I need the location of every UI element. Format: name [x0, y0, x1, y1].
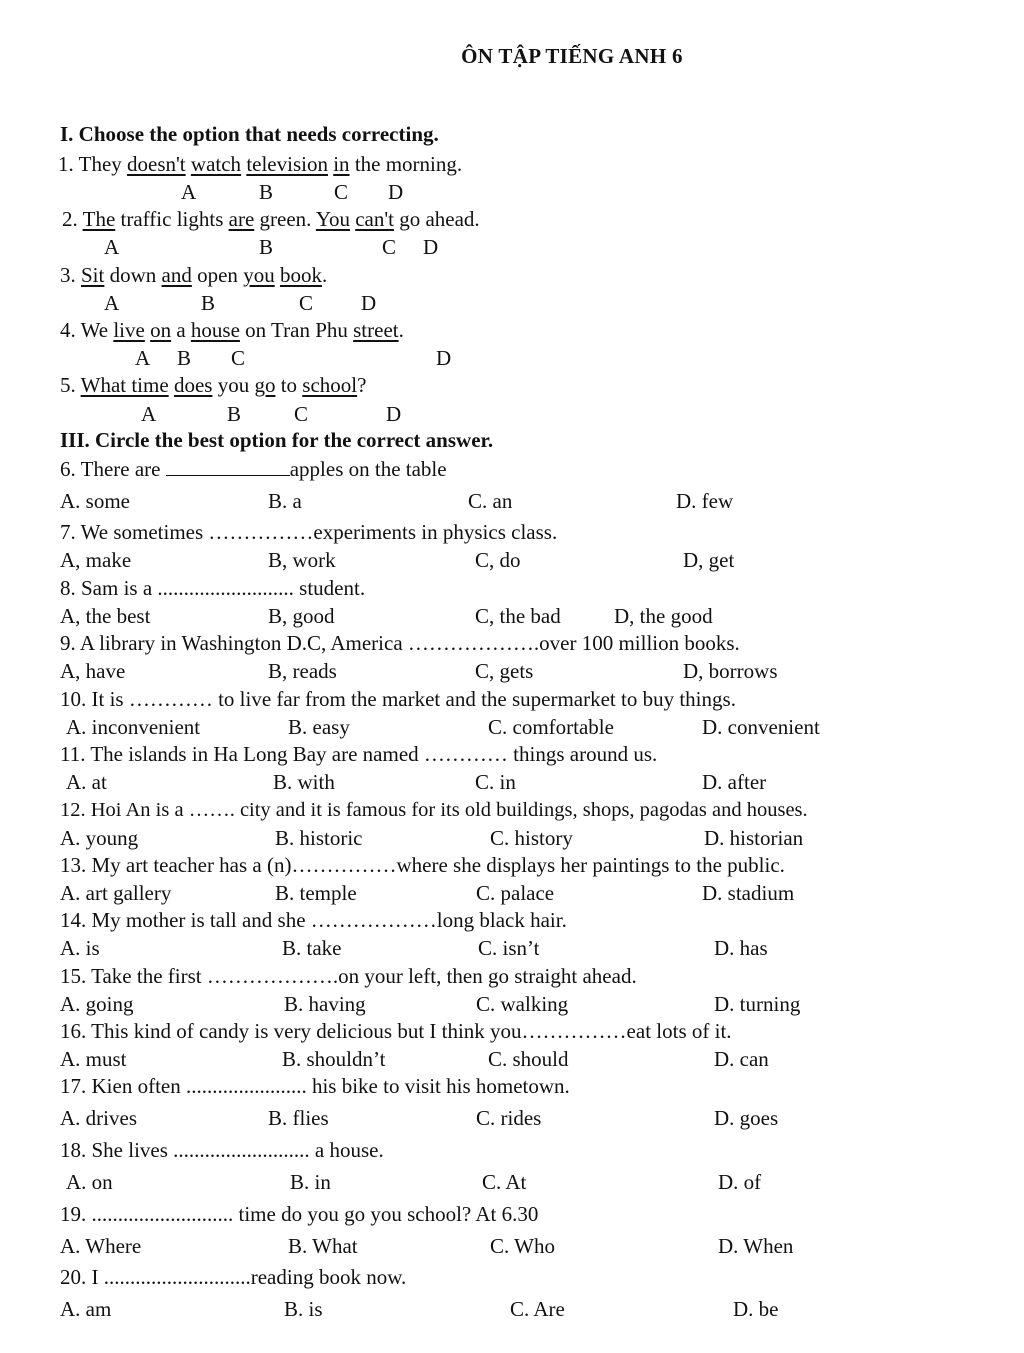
underlined-part-b: are: [228, 207, 255, 231]
question-7-option-d[interactable]: D, get: [683, 548, 735, 572]
question-19-option-a[interactable]: A. Where: [60, 1234, 142, 1258]
underlined-part-d: book: [279, 263, 322, 287]
option-letter: D: [423, 235, 439, 259]
question-12-stem: 12. Hoi An is a ……. city and it is famous for its old buildings, shops, pagodas and houses.: [60, 799, 808, 821]
question-19-option-b[interactable]: B. What: [288, 1234, 358, 1258]
question-11-option-c[interactable]: C. in: [475, 770, 516, 794]
correction-item-2: 2. The traffic lights are green. You can't go ahead.: [62, 207, 480, 231]
question-14-option-b[interactable]: B. take: [282, 936, 342, 960]
question-15-option-a[interactable]: A. going: [60, 992, 134, 1016]
option-letter: A: [141, 402, 157, 426]
option-letter: B: [259, 180, 274, 204]
question-10-stem: 10. It is ………… to live far from the market and the supermarket to buy things.: [60, 687, 736, 711]
underlined-part-a: doesn't: [127, 152, 186, 176]
correction-item-1: 1. They doesn't watch television in the morning.: [58, 152, 463, 176]
question-12-option-b[interactable]: B. historic: [275, 826, 363, 850]
question-19-option-d[interactable]: D. When: [718, 1234, 794, 1258]
question-16-option-b[interactable]: B. shouldn’t: [282, 1047, 386, 1071]
underlined-part-c: You: [315, 207, 350, 231]
underlined-part-d: can't: [355, 207, 394, 231]
question-13-option-a[interactable]: A. art gallery: [60, 881, 172, 905]
page-title: ÔN TẬP TIẾNG ANH 6: [461, 44, 683, 68]
option-letter: D: [361, 291, 377, 315]
question-9-option-d[interactable]: D, borrows: [683, 659, 778, 683]
question-17-stem: 17. Kien often ....................... his bike to visit his hometown.: [60, 1074, 570, 1098]
question-13-option-c[interactable]: C. palace: [476, 881, 555, 905]
underlined-part-c: you: [243, 263, 275, 287]
question-8-option-b[interactable]: B, good: [268, 604, 335, 628]
correction-item-4: 4. We live on a house on Tran Phu street.: [60, 318, 404, 342]
question-7-option-a[interactable]: A, make: [60, 548, 132, 572]
option-letter: A: [104, 291, 120, 315]
question-17-option-b[interactable]: B. flies: [268, 1106, 329, 1130]
option-letter: D: [386, 402, 402, 426]
underlined-part-a: What time: [80, 373, 169, 397]
option-letter: C: [334, 180, 349, 204]
question-18-option-d[interactable]: D. of: [718, 1170, 762, 1194]
question-7-option-b[interactable]: B, work: [268, 548, 336, 572]
underlined-part-d: school: [302, 373, 358, 397]
question-7-stem: 7. We sometimes ……………experiments in physics class.: [60, 520, 558, 544]
option-letter: C: [382, 235, 397, 259]
option-letter: C: [294, 402, 309, 426]
question-11-stem: 11. The islands in Ha Long Bay are named ………… things around us.: [60, 742, 658, 766]
question-9-stem: 9. A library in Washington D.C, America ……………….over 100 million books.: [60, 631, 740, 655]
question-6-option-b[interactable]: B. a: [268, 489, 302, 513]
question-14-option-a[interactable]: A. is: [60, 936, 100, 960]
question-20-option-b[interactable]: B. is: [284, 1297, 323, 1321]
option-letter: A: [104, 235, 120, 259]
question-10-option-d[interactable]: D. convenient: [702, 715, 820, 739]
question-10-option-c[interactable]: C. comfortable: [488, 715, 614, 739]
option-letter: D: [388, 180, 404, 204]
question-9-option-b[interactable]: B, reads: [268, 659, 337, 683]
question-16-option-a[interactable]: A. must: [60, 1047, 127, 1071]
underlined-part-a: live: [113, 318, 145, 342]
option-letter: B: [227, 402, 242, 426]
option-letter: A: [135, 346, 151, 370]
question-18-option-a[interactable]: A. on: [66, 1170, 113, 1194]
underlined-part-d: street: [353, 318, 399, 342]
underlined-part-b: does: [173, 373, 213, 397]
question-9-option-c[interactable]: C, gets: [475, 659, 534, 683]
underlined-part-c: television: [246, 152, 328, 176]
question-18-option-b[interactable]: B. in: [290, 1170, 331, 1194]
underlined-part-c: go: [254, 373, 276, 397]
question-14-stem: 14. My mother is tall and she ………………long black hair.: [60, 908, 567, 932]
question-8-option-a[interactable]: A, the best: [60, 604, 151, 628]
question-16-stem: 16. This kind of candy is very delicious but I think you……………eat lots of it.: [60, 1019, 732, 1043]
question-13-option-b[interactable]: B. temple: [275, 881, 357, 905]
question-10-option-a[interactable]: A. inconvenient: [66, 715, 201, 739]
underlined-part-a: Sit: [81, 263, 105, 287]
question-6-stem: 6. There are apples on the table: [60, 457, 447, 481]
question-16-option-c[interactable]: C. should: [488, 1047, 569, 1071]
question-15-stem: 15. Take the first ……………….on your left, then go straight ahead.: [60, 964, 637, 988]
question-11-option-b[interactable]: B. with: [273, 770, 335, 794]
question-11-option-a[interactable]: A. at: [66, 770, 107, 794]
option-letter: B: [201, 291, 216, 315]
question-12-option-d[interactable]: D. historian: [704, 826, 804, 850]
question-20-option-c[interactable]: C. Are: [510, 1297, 565, 1321]
question-12-option-a[interactable]: A. young: [60, 826, 139, 850]
question-8-stem: 8. Sam is a .......................... student.: [60, 576, 366, 600]
question-19-option-c[interactable]: C. Who: [490, 1234, 555, 1258]
underlined-part-d: in: [333, 152, 350, 176]
question-17-option-a[interactable]: A. drives: [60, 1106, 137, 1130]
question-15-option-d[interactable]: D. turning: [714, 992, 801, 1016]
question-10-option-b[interactable]: B. easy: [288, 715, 350, 739]
underlined-part-a: The: [82, 207, 116, 231]
question-6-option-a[interactable]: A. some: [60, 489, 130, 513]
question-14-option-c[interactable]: C. isn’t: [478, 936, 540, 960]
underlined-part-b: on: [150, 318, 172, 342]
question-17-option-d[interactable]: D. goes: [714, 1106, 779, 1130]
option-letter: B: [259, 235, 274, 259]
underlined-part-b: and: [161, 263, 192, 287]
answer-blank: [166, 457, 290, 476]
question-14-option-d[interactable]: D. has: [714, 936, 768, 960]
correction-item-3: 3. Sit down and open you book.: [60, 263, 328, 287]
question-20-option-a[interactable]: A. am: [60, 1297, 112, 1321]
question-15-option-b[interactable]: B. having: [284, 992, 366, 1016]
option-letter: A: [181, 180, 197, 204]
option-letter: C: [299, 291, 314, 315]
question-13-option-d[interactable]: D. stadium: [702, 881, 795, 905]
question-7-option-c[interactable]: C, do: [475, 548, 521, 572]
question-6-option-c[interactable]: C. an: [468, 489, 513, 513]
underlined-part-b: watch: [190, 152, 242, 176]
correction-item-5: 5. What time does you go to school?: [60, 373, 367, 397]
question-18-stem: 18. She lives .......................... a house.: [60, 1138, 384, 1162]
question-6-option-d[interactable]: D. few: [676, 489, 734, 513]
question-8-option-c[interactable]: C, the bad: [475, 604, 561, 628]
question-9-option-a[interactable]: A, have: [60, 659, 126, 683]
question-19-stem: 19. ........................... time do you go you school? At 6.30: [60, 1202, 539, 1226]
option-letter: D: [436, 346, 452, 370]
question-17-option-c[interactable]: C. rides: [476, 1106, 542, 1130]
question-20-stem: 20. I ............................reading book now.: [60, 1265, 407, 1289]
question-13-stem: 13. My art teacher has a (n)……………where she displays her paintings to the public.: [60, 853, 785, 877]
section-3-heading: III. Circle the best option for the correct answer.: [60, 428, 494, 452]
question-15-option-c[interactable]: C. walking: [476, 992, 569, 1016]
option-letter: B: [177, 346, 192, 370]
underlined-part-c: house: [190, 318, 240, 342]
question-16-option-d[interactable]: D. can: [714, 1047, 769, 1071]
question-18-option-c[interactable]: C. At: [482, 1170, 527, 1194]
option-letter: C: [231, 346, 246, 370]
section-1-heading: I. Choose the option that needs correcting.: [60, 122, 439, 146]
question-8-option-d[interactable]: D, the good: [614, 604, 713, 628]
question-20-option-d[interactable]: D. be: [733, 1297, 779, 1321]
question-11-option-d[interactable]: D. after: [702, 770, 767, 794]
question-12-option-c[interactable]: C. history: [490, 826, 573, 850]
